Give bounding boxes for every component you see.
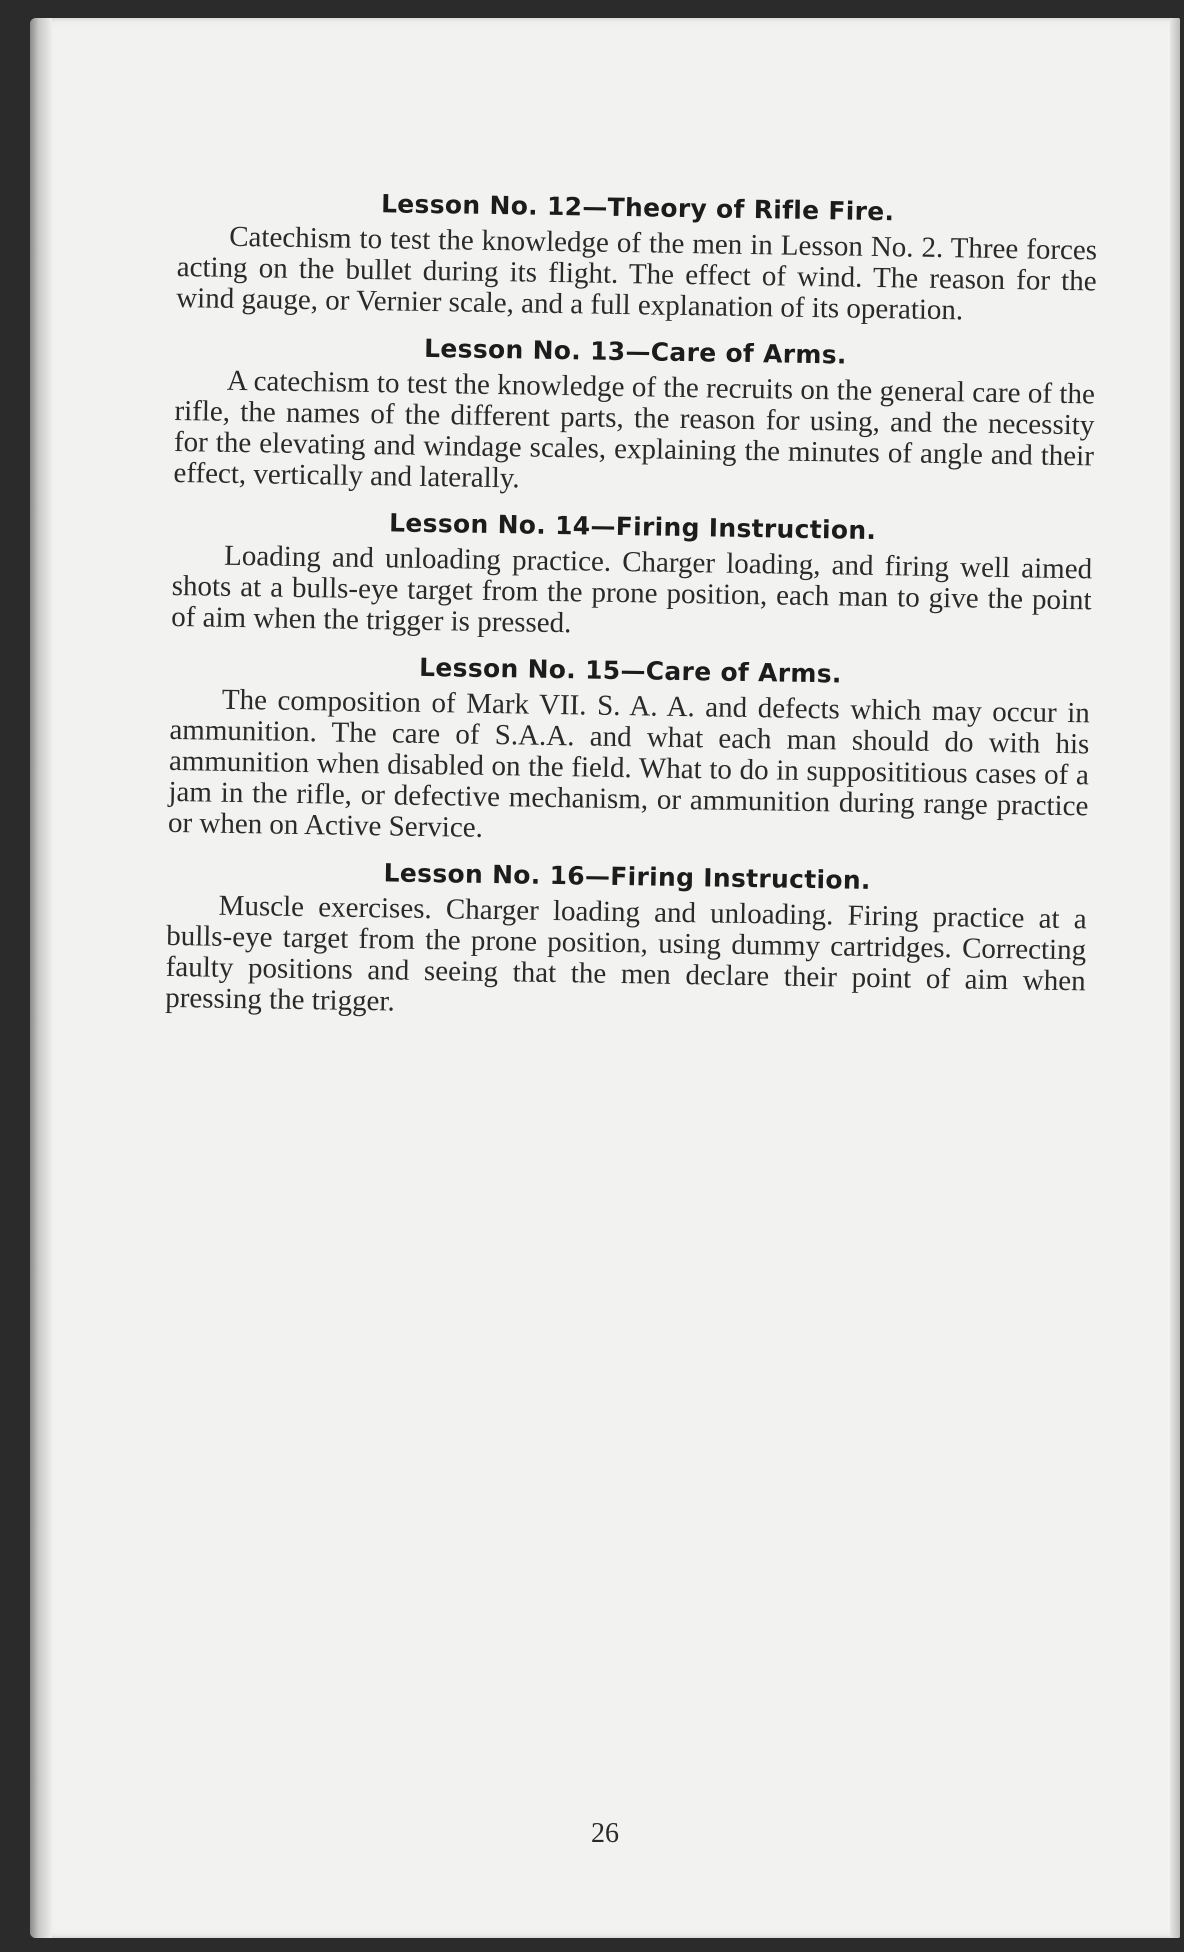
lesson-title: Lesson No. 14—Firing Instruction. [388,508,877,546]
lesson-body: Catechism to test the knowledge of the men in Lesson No. 2. Three forces acting on the bullet during its flight. The effect of wind. The reason for the wind gauge, or Vernier scale, and a full explanation of its operation. [175,220,1098,327]
lesson-15 [168,649,1091,853]
lesson-13 [173,330,1095,503]
lesson-body: Muscle exercises. Charger loading and unloading. Firing practice at a bulls-eye target from the prone position, using dummy cartridges. Correcting faulty positions and seeing that the men declare their point of aim when pressing the trigger. [164,889,1087,1018]
lesson-12 [176,186,1098,328]
lesson-body: Loading and unloading practice. Charger loading, and firing well aimed shots at a bulls-eye target from the prone position, each man to give the point of aim when the trigger is pressed. [170,539,1093,640]
page-number: 26 [591,1818,619,1849]
lesson-body: The composition of Mark VII. S. A. A. and defects which may occur in ammunition. The care of S.A.A. and what each man should do with his ammunition when disabled on the field. What to do in supposititious cases of a jam in the rifle, or defective mechanism, or ammunition during range practice or when on Active Service. [167,683,1091,844]
page-edge [1170,18,1180,1938]
lesson-title: Lesson No. 13—Care of Arms. [423,333,847,370]
lesson-14 [171,505,1093,647]
book-page [30,18,1180,1938]
lesson-title: Lesson No. 16—Firing Instruction. [383,858,871,895]
page-gutter [30,18,52,1938]
lesson-title: Lesson No. 15—Care of Arms. [418,652,842,689]
lesson-16 [165,855,1087,1028]
lesson-body: A catechism to test the knowledge of the recruits on the general care of the rifle, the names of the different parts, the reason for using, and the necessity for the elevating and windage scales, explaining the minutes of angle and their effect, vertically and laterally. [173,364,1096,495]
page-content [165,186,1098,1044]
lesson-title: Lesson No. 12—Theory of Rifle Fire. [380,189,895,227]
